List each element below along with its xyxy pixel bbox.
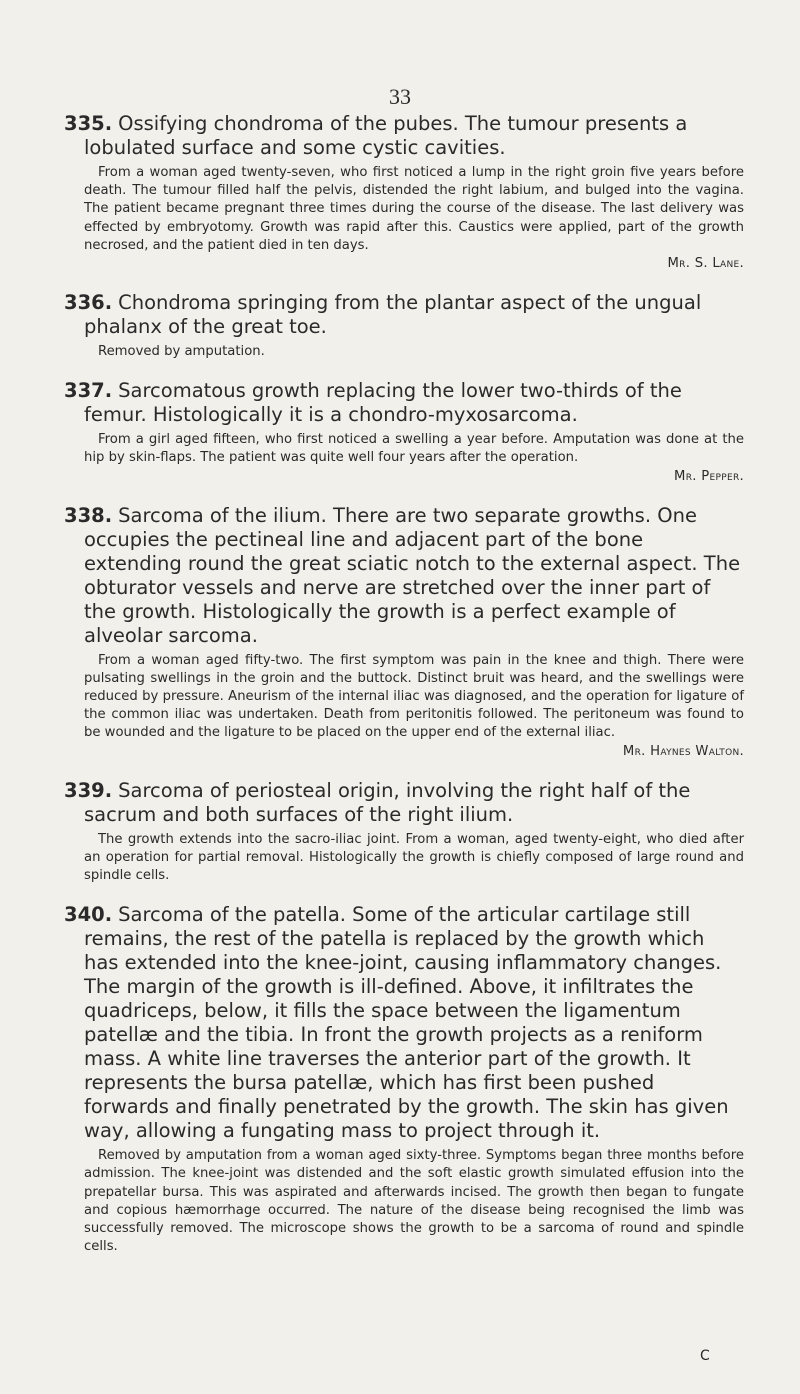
entry-heading: [64, 291, 744, 339]
entry-note: The growth extends into the sacro-iliac joint. From a woman, aged twenty-eight, who died after an operation for partial removal. Histologically the growth is chiefly composed of large round and spindle cells.: [84, 831, 744, 884]
entry-heading-text: Sarcoma of the ilium. There are two separate growths. One occupies the pectineal line and adjacent part of the bone extending round the great sciatic notch to the external aspect. The obturator vessels and nerve are stretched over the inner part of the growth. Histologically the growth is a perfect example of alveolar sarcoma.: [84, 503, 741, 647]
page-number: 33: [389, 84, 411, 109]
entry-signature: Mr. Haynes Walton.: [622, 743, 744, 759]
catalogue-entry: [64, 903, 744, 1256]
entry-heading: [64, 903, 744, 1143]
entry-heading-text: Sarcomatous growth replacing the lower two-thirds of the femur. Histologically it is a chondro-myxosarcoma.: [84, 379, 682, 427]
entry-heading: [64, 379, 744, 427]
entry-note: From a girl aged fifteen, who first noticed a swelling a year before. Amputation was done at the hip by skin-flaps. The patient was quite well four years after the operation.: [84, 432, 744, 466]
signature-letter: C: [700, 1348, 710, 1364]
catalogue-entry: [64, 779, 744, 886]
catalogue-entry: [64, 291, 744, 361]
entry-note: Removed by amputation.: [98, 344, 265, 360]
entry-number: 338.: [64, 503, 113, 527]
entry-signature: Mr. S. Lane.: [667, 256, 744, 272]
catalogue-entry: [64, 379, 744, 485]
entry-heading-text: Ossifying chondroma of the pubes. The tumour presents a lobulated surface and some cystic cavities.: [84, 112, 688, 159]
entry-note: Removed by amputation from a woman aged sixty-three. Symptoms began three months before admission. The knee-joint was distended and the soft elastic growth simulated effusion into the prepatellar bursa. This was aspirated and afterwards incised. The growth then began to fungate and copious hæmorrhage occurred. The nature of the disease being recognised the limb was successfully removed. The microscope shows the growth to be a sarcoma of round and spindle cells.: [84, 1148, 744, 1255]
entry-heading: [64, 504, 744, 648]
entry-heading-text: Sarcoma of periosteal origin, involving the right half of the sacrum and both surfaces of the right ilium.: [84, 778, 691, 826]
entry-number: 339.: [64, 778, 113, 802]
entry-heading-text: Sarcoma of the patella. Some of the articular cartilage still remains, the rest of the patella is replaced by the growth which has extended into the knee-joint, causing inflammatory changes. The margin of the growth is ill-defined. Above, it infiltrates the quadriceps, below, it fills the space between the ligamentum patellæ and the tibia. In front the growth projects as a reniform mass. A white line traverses the anterior part of the growth. It represents the bursa patellæ, which has first been pushed forwards and finally penetrated by the growth. The skin has given way, allowing a fungating mass to project through it.: [84, 903, 729, 1143]
catalogue-entry: [64, 112, 744, 273]
entry-note: From a woman aged fifty-two. The first symptom was pain in the knee and thigh. There were pulsating swellings in the groin and the buttock. Distinct bruit was heard, and the swellings were reduced by pressure. Aneurism of the internal iliac was diagnosed, and the operation for ligature of the common iliac was undertaken. Death from peritonitis followed. The peritoneum was found to be wounded and the ligature to be placed on the upper end of the external iliac.: [84, 652, 744, 741]
catalogue-body: [64, 112, 744, 1274]
entry-number: 336.: [64, 291, 113, 315]
entry-number: 340.: [64, 903, 113, 927]
entry-number: 337.: [64, 379, 113, 403]
entry-signature: Mr. Pepper.: [674, 468, 744, 484]
entry-heading: [64, 779, 744, 827]
catalogue-entry: [64, 504, 744, 761]
entry-note: From a woman aged twenty-seven, who first noticed a lump in the right groin five years before death. The tumour filled half the pelvis, distended the right labium, and bulged into the vagina. The patient became pregnant three times during the course of the disease. The last delivery was effected by embryotomy. Growth was rapid after this. Caustics were applied, part of the growth necrosed, and the patient died in ten days.: [84, 165, 744, 253]
entry-heading-text: Chondroma springing from the plantar aspect of the ungual phalanx of the great toe.: [84, 291, 702, 339]
entry-heading: [64, 112, 744, 160]
entry-number: 335.: [64, 112, 113, 135]
